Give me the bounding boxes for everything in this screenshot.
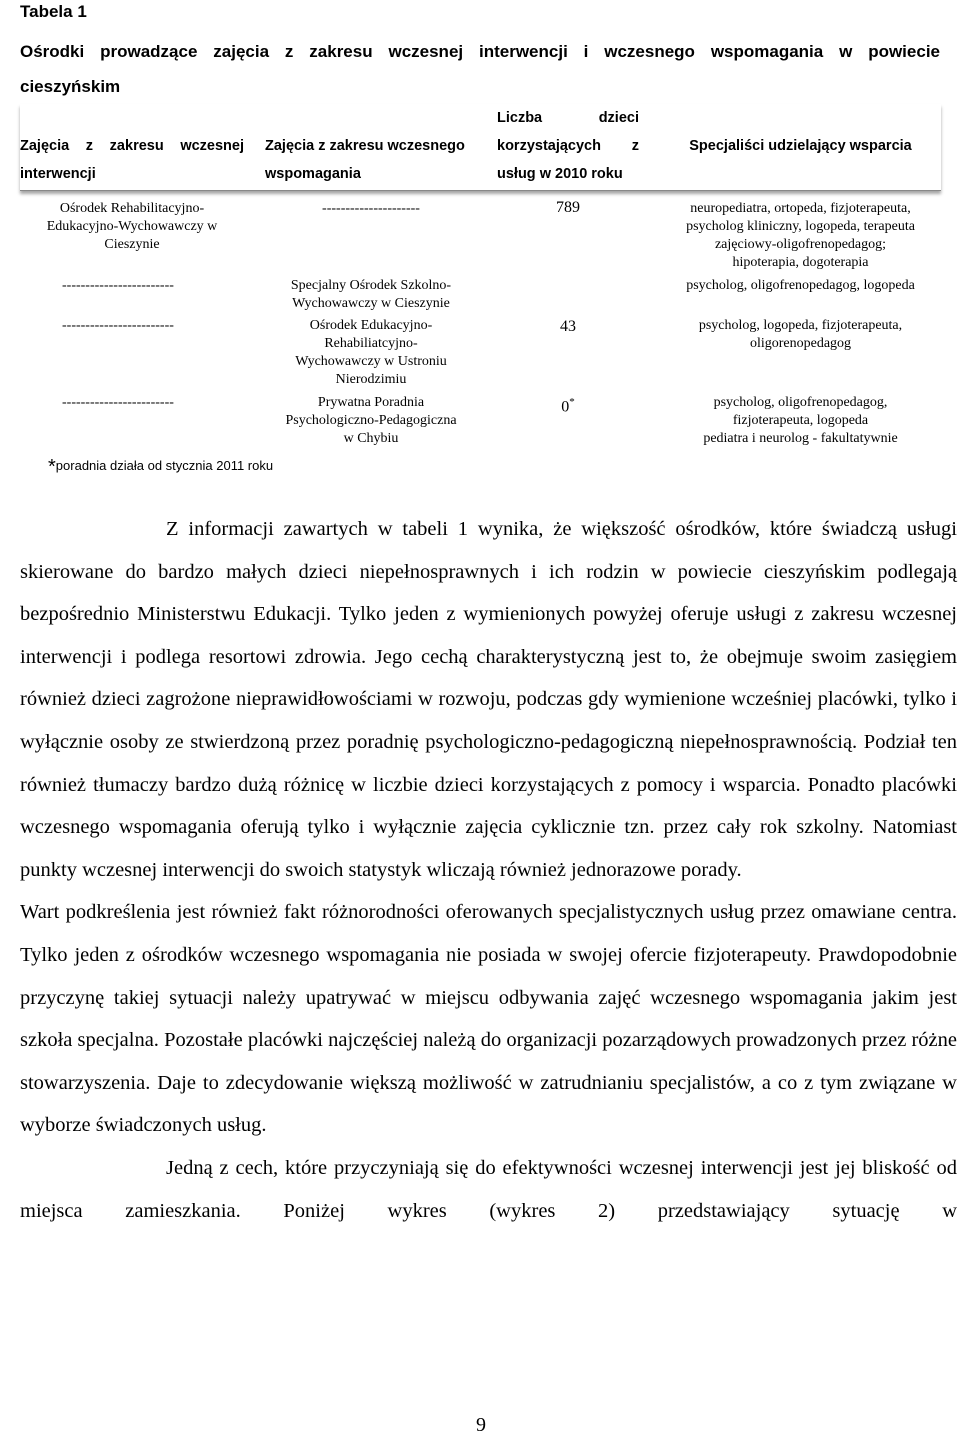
row4-es-line1: Prywatna Poradnia: [317, 395, 425, 410]
paragraph-1: Z informacji zawartych w tabeli 1 wynika, że większość ośrodków, które świadczą usługi skierowane do bardzo małych dzieci niepełnosprawnych i ich rodzin w powiecie cieszyńskim podlegają bezpośrednio Ministerstwu Edukacji. Tylko jeden z wymienionych powyżej oferuje usługi z zakresu wczesnej interwencji i podlega resortowi zdrowia. Jego cechą charakterystyczną jest to, że obejmuje swoim zasięgiem również dzieci zagrożone nieprawidłowościami w rozwoju, podczas gdy wymienione wcześniej placówki, tylko i wyłącznie osoby ze stwierdzoną przez poradnię psychologiczno-pedagogiczną niepełnosprawnością. Podział ten również tłumaczy bardzo dużą różnicę w liczbie dzieci korzystających z pomocy i wsparcia. Ponadto placówki wczesnego wspomagania oferują tylko i wyłącznie zajęcia cyklicznie tzn. przez cały rok szkolny. Natomiast punkty wczesnej interwencji do swoich statystyk wliczają również jednorazowe porady.: [20, 518, 957, 881]
row3-early-support: [265, 317, 477, 389]
row4-children-count: [497, 393, 639, 416]
header-col3-line2: korzystających z: [497, 138, 639, 154]
row4-early-intervention: ------------------------: [62, 395, 174, 410]
header-col1-line2: interwencji: [20, 166, 96, 182]
row4-spec-line2: fizjoterapeuta, logopeda: [732, 413, 869, 428]
row4-spec-line3: pediatra i neurolog - fakultatywnie: [703, 431, 898, 446]
row3-es-line4: Nierodzimiu: [335, 372, 407, 387]
row3-early-intervention: ------------------------: [62, 318, 174, 333]
page-number: 9: [476, 1414, 486, 1436]
body-text: [20, 508, 957, 1232]
row1-spec-line1: neuropediatra, ortopeda, fizjoterapeuta,: [690, 201, 911, 216]
header-children-count: [497, 104, 639, 188]
row1-specialists: [660, 200, 941, 272]
row4-children-value: 0: [561, 398, 570, 416]
row1-ei-line1: Ośrodek Rehabilitacyjno-: [59, 201, 205, 216]
row2-es-line2: Wychowawczy w Cieszynie: [292, 296, 450, 311]
row1-early-intervention: [20, 200, 244, 254]
row4-es-line3: w Chybiu: [343, 431, 399, 446]
paragraph-2: Wart podkreślenia jest również fakt różnorodności oferowanych specjalistycznych usług przez omawiane centra. Tylko jeden z ośrodków wczesnego wspomagania nie posiada w swojej ofercie fizjoterapeuty. Prawdopodobnie przyczynę takiej sytuacji należy upatrywać w miejscu odbywania zajęć wczesnego wspomagania jakim jest szkoła specjalna. Pozostałe placówki najczęściej należą do organizacji pozarządowych prowadzonych przez różne stowarzyszenia. Daje to zdecydowanie większą możliwość w zatrudnianiu specjalistów, a co z tym związane w wyborze świadczonych usług.: [20, 901, 957, 1137]
header-col1-line1: Zajęcia z zakresu wczesnej: [20, 138, 244, 154]
header-specialists: Specjaliści udzielający wsparcia: [689, 138, 912, 154]
row4-children-footnote-mark: *: [569, 396, 575, 408]
footnote-text: poradnia działa od stycznia 2011 roku: [55, 458, 274, 473]
row3-specialists: [660, 317, 941, 353]
table-label: Tabela 1: [20, 2, 87, 21]
row3-es-line3: Wychowawczy w Ustroniu: [295, 354, 447, 369]
row4-early-support: [265, 394, 477, 448]
header-col2-line2: wspomagania: [265, 166, 361, 182]
table-footnote: [48, 456, 273, 479]
row4-specialists: [660, 394, 941, 448]
row2-spec-line1: psycholog, oligofrenopedagog, logopeda: [686, 278, 915, 293]
row1-ei-line2: Edukacyjno-Wychowawczy w: [46, 219, 218, 234]
table-caption-line1: Ośrodki prowadzące zajęcia z zakresu wczesnej interwencji i wczesnego wspomagania w powiecie: [20, 42, 940, 61]
row3-spec-line2: oligorenopedagog: [749, 336, 852, 351]
row2-early-intervention: ------------------------: [62, 278, 174, 293]
header-early-intervention: [20, 132, 244, 188]
row4-spec-line1: psycholog, oligofrenopedagog,: [713, 395, 888, 410]
row1-early-support: ---------------------: [322, 201, 420, 216]
table-caption-line2: cieszyńskim: [20, 77, 121, 96]
row4-es-line2: Psychologiczno-Pedagogiczna: [285, 413, 457, 428]
row2-specialists: [660, 277, 941, 295]
row3-children-count: [497, 318, 639, 336]
row3-children-value: 43: [560, 318, 576, 335]
header-col2-line1: Zajęcia z zakresu wczesnego: [265, 138, 465, 154]
footnote-mark: *: [48, 456, 56, 478]
row1-spec-line3: zajęciowy-oligofrenopedagog;: [714, 237, 887, 252]
row2-es-line1: Specjalny Ośrodek Szkolno-: [290, 278, 452, 293]
header-col3-line1: Liczba dzieci: [497, 110, 639, 126]
row1-children-count: [497, 199, 639, 217]
row2-early-support: [265, 277, 477, 313]
row1-ei-line3: Cieszynie: [104, 237, 160, 252]
table-caption: [20, 34, 940, 104]
row1-children-value: 789: [556, 199, 580, 216]
row3-es-line2: Rehabiliatcyjno-: [324, 336, 418, 351]
header-early-support: [265, 132, 477, 188]
row3-spec-line1: psycholog, logopeda, fizjoterapeuta,: [698, 318, 903, 333]
row1-spec-line4: hipoterapia, dogoterapia: [732, 255, 869, 270]
row3-es-line1: Ośrodek Edukacyjno-: [309, 318, 433, 333]
paragraph-3: Jedną z cech, które przyczyniają się do efektywności wczesnej interwencji jest jej bliskość od miejsca zamieszkania. Poniżej wykres (wykres 2) przedstawiający sytuację w: [20, 1156, 957, 1222]
row1-spec-line2: psycholog kliniczny, logopeda, terapeuta: [686, 219, 915, 234]
header-col3-line3: usług w 2010 roku: [497, 166, 623, 182]
